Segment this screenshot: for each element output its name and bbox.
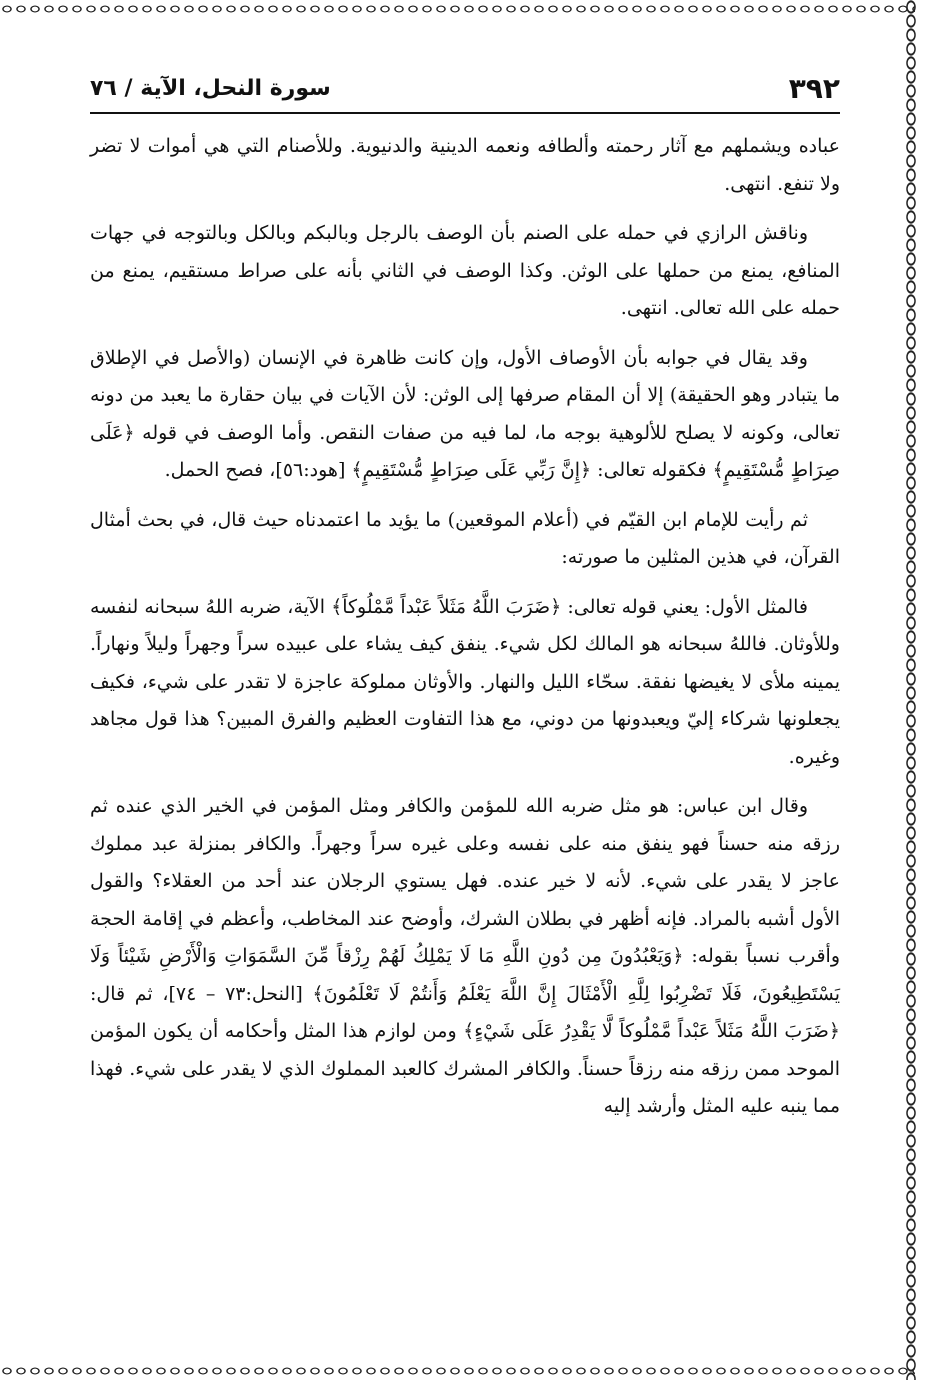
right-ornamental-border (902, 0, 920, 1380)
page-header (90, 64, 840, 114)
paragraph-1: عباده ويشملهم مع آثار رحمته وألطافه ونعمه الدينية والدنيوية. وللأصنام التي هي أموات لا تضر ولا تنفع. انتهى. (90, 135, 840, 195)
book-page (90, 64, 840, 1138)
running-title: سورة النحل، الآية / ٧٦ (90, 75, 331, 101)
page-number: ٣٩٢ (788, 71, 840, 105)
page-body (90, 128, 840, 1126)
paragraph-4: ثم رأيت للإمام ابن القيّم في (أعلام الموقعين) ما يؤيد ما اعتمدناه حيث قال، في بحث أمثال القرآن، في هذين المثلين ما صورته: (90, 508, 840, 568)
paragraph-3: وقد يقال في جوابه بأن الأوصاف الأول، وإن كانت ظاهرة في الإنسان (والأصل في الإطلاق ما يتبادر وهو الحقيقة) إلا أن المقام صرفها إلى الوثن: لأن الآيات في بيان حقارة ما يعبد من دونه تعالى، وكونه لا يصلح للألوهية بوجه ما، لما فيه من صفات النقص. وأما الوصف في قوله ﴿عَلَى صِرَاطٍ مُّسْتَقِيمٍ﴾ فكقوله تعالى: ﴿إِنَّ رَبِّي عَلَى صِرَاطٍ مُّسْتَقِيمٍ﴾ [هود:٥٦]، فصح الحمل. (90, 346, 840, 481)
paragraph-6: وقال ابن عباس: هو مثل ضربه الله للمؤمن والكافر ومثل المؤمن في الخير الذي عنده ثم رزقه منه حسناً فهو ينفق منه على نفسه وعلى غيره سراً وجهراً. والكافر بمنزلة عبد مملوك عاجز لا يقدر على شيء. لأنه لا خير عنده. فهل يستوي الرجلان عند أحد من العقلاء؟ والقول الأول أشبه بالمراد. فإنه أظهر في بطلان الشرك، وأوضح عند المخاطب، وأعظم في إقامة الحجة وأقرب نسباً بقوله: ﴿وَيَعْبُدُونَ مِن دُونِ اللَّهِ مَا لَا يَمْلِكُ لَهُمْ رِزْقاً مِّنَ السَّمَوَاتِ وَالْأَرْضِ شَيْئاً وَلَا يَسْتَطِيعُونَ، فَلَا تَضْرِبُوا لِلَّهِ الْأَمْثَالَ إِنَّ اللَّهَ يَعْلَمُ وَأَنتُمْ لَا تَعْلَمُونَ﴾ [النحل:٧٣ – ٧٤]، ثم قال: ﴿ضَرَبَ اللَّهُ مَثَلاً عَبْداً مَّمْلُوكاً لَّا يَقْدِرُ عَلَى شَيْءٍ﴾ ومن لوازم هذا المثل وأحكامه أن يكون المؤمن الموحد ممن رزقه منه رزقاً حسناً. والكافر المشرك كالعبد المملوك الذي لا يقدر على شيء. فهذا مما ينبه عليه المثل وأرشد إليه (90, 795, 840, 1117)
paragraph-2: وناقش الرازي في حمله على الصنم بأن الوصف بالرجل وبالبكم وبالكل وبالتوجه في جهات المنافع، يمنع من حملها على الوثن. وكذا الوصف في الثاني بأنه على صراط مستقيم، يمنع من حمله على الله تعالى. انتهى. (90, 222, 840, 319)
bottom-ornamental-border (0, 1362, 915, 1380)
paragraph-5: فالمثل الأول: يعني قوله تعالى: ﴿ضَرَبَ اللَّهُ مَثَلاً عَبْداً مَّمْلُوكاً﴾ الآية، ضربه اللهُ سبحانه لنفسه وللأوثان. فاللهُ سبحانه هو المالك لكل شيء. ينفق كيف يشاء على عبيده سراً وجهراً وليلاً ونهاراً. يمينه ملأى لا يغيضها نفقة. سحّاء الليل والنهار. والأوثان مملوكة عاجزة لا تقدر على شيء، فكيف يجعلونها شركاء إليّ ويعبدونها من دوني، مع هذا التفاوت العظيم والفرق المبين؟ هذا قول مجاهد وغيره. (90, 595, 840, 768)
top-ornamental-border (0, 0, 915, 18)
